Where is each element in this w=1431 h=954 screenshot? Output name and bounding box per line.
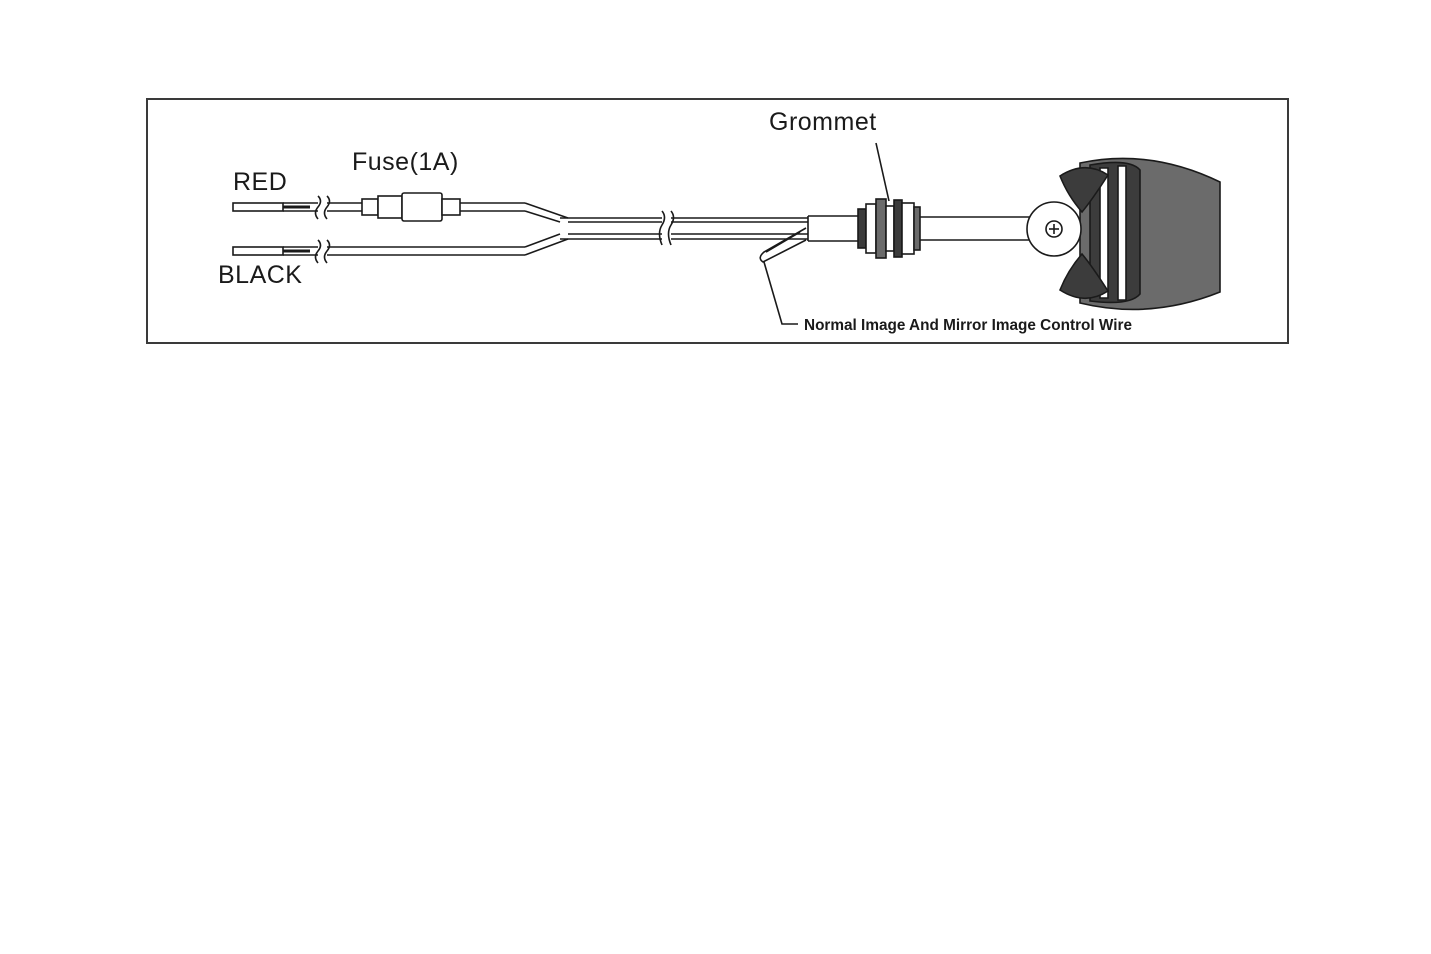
label-red: RED <box>233 168 288 196</box>
control-wire <box>760 228 806 324</box>
camera <box>1027 158 1220 309</box>
black-wire <box>233 234 568 263</box>
label-control-wire: Normal Image And Mirror Image Control Wire <box>804 317 1133 334</box>
grommet <box>858 143 920 258</box>
label-black: BLACK <box>218 261 303 289</box>
label-grommet: Grommet <box>769 108 877 136</box>
main-cable <box>560 211 1030 245</box>
fuse-holder <box>362 193 460 221</box>
label-fuse: Fuse(1A) <box>352 148 459 176</box>
